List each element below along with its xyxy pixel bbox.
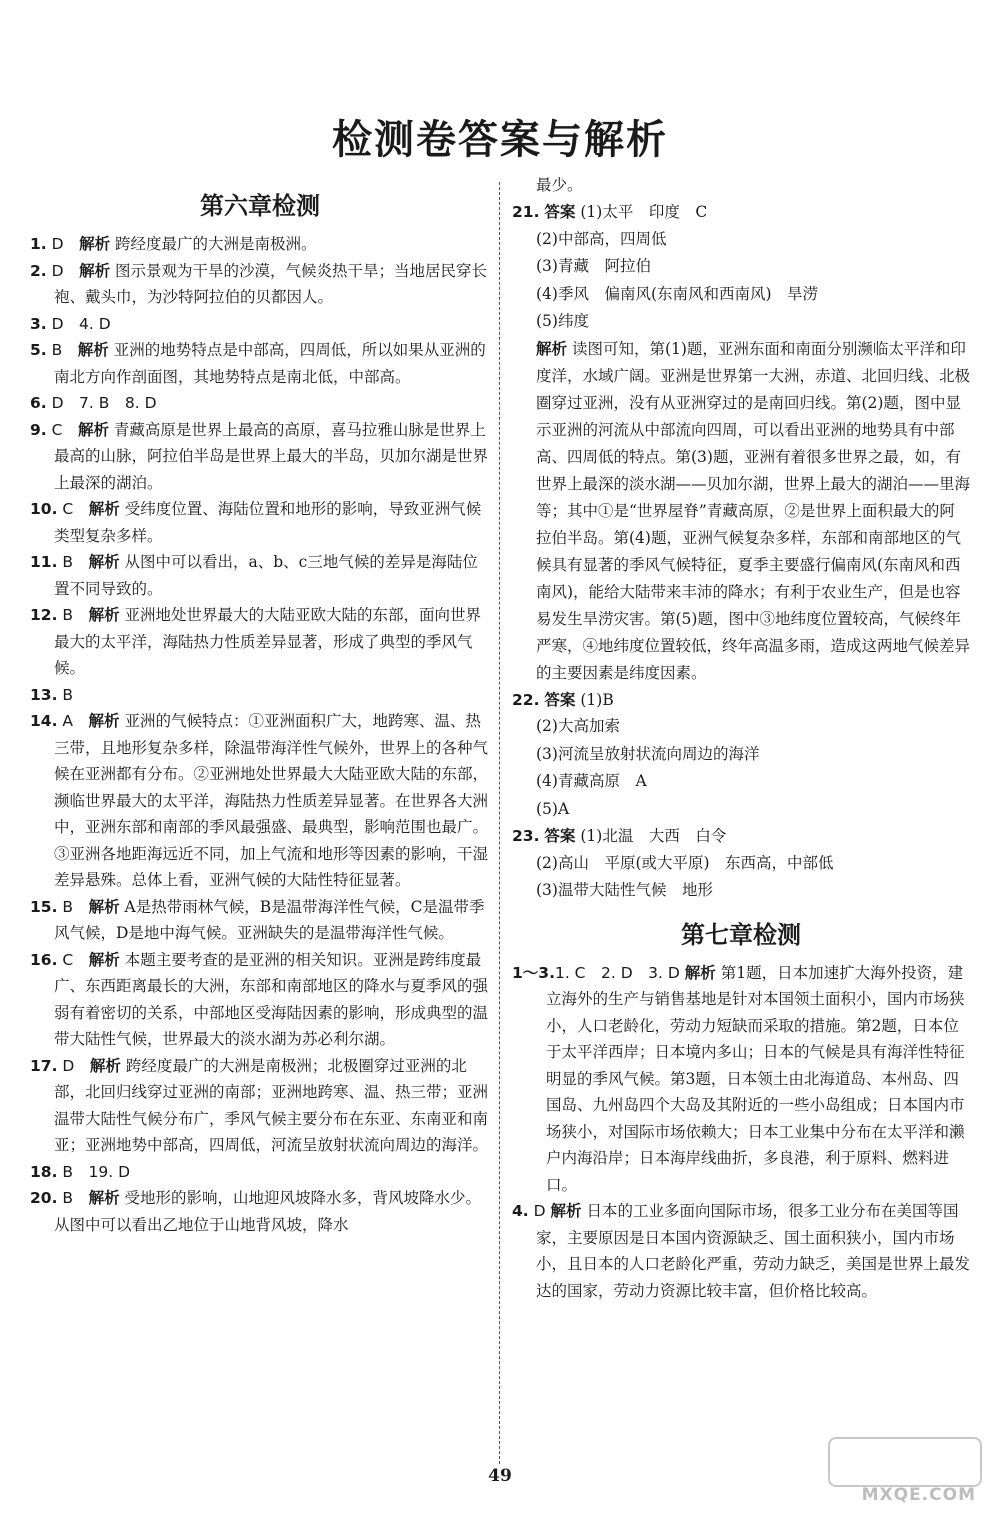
analysis-text: 跨经度最广的大洲是南极洲。 — [115, 235, 317, 253]
answer-value: B — [62, 1189, 74, 1207]
column-divider — [499, 182, 500, 1464]
question-number: 21. — [512, 203, 540, 221]
answer-item — [30, 258, 490, 311]
analysis-label: 解析 — [77, 420, 109, 439]
answer-line: (3)河流呈放射状流向周边的海洋 — [536, 744, 760, 763]
answer-value: B — [62, 685, 74, 704]
answer-item — [30, 549, 490, 602]
analysis-text: 跨经度最广的大洲是南极洲；北极圈穿过亚洲的北部，北回归线穿过亚洲的南部；亚洲地跨寒、温、热三带；亚洲温带大陆性气候分布广，季风气候主要分布在东亚、东南亚和南亚；亚洲地势中部高，四周低，河流呈放射状流向周边的海洋。 — [54, 1056, 489, 1154]
question-number: 2. — [30, 261, 47, 280]
answer-value: D — [51, 261, 64, 280]
analysis-label: 解析 — [88, 950, 120, 969]
analysis-label: 解析 — [88, 897, 120, 916]
question-number: 5. — [30, 341, 47, 359]
analysis-text: 本题主要考查的是亚洲的相关知识。亚洲是跨纬度最广、东西距离最长的大洲，东部和南部地区的降水与夏季风的强弱有着密切的关系，中部地区受海陆因素的影响，形成典型的温带大陆性气候，世界最大的淡水湖为苏必利尔湖。 — [54, 950, 489, 1048]
continuation-text: 最少。 — [536, 176, 583, 194]
analysis-label: 解析 — [88, 1189, 120, 1207]
answer-item — [30, 1185, 490, 1238]
question-number: 18. — [30, 1162, 58, 1181]
answer-line: (1)B — [580, 690, 614, 709]
watermark-text: MXQE.COM — [861, 1485, 976, 1505]
right-column — [512, 172, 970, 1304]
answer-line: (5)A — [536, 799, 570, 818]
question-number: 12. — [30, 606, 58, 624]
answer-item — [30, 947, 490, 1053]
left-column — [30, 182, 490, 1238]
analysis-label: 解析 — [536, 339, 568, 358]
answer-line: (3)青藏 阿拉伯 — [536, 257, 651, 275]
analysis-text: A是热带雨林气候，B是温带海洋性气候，C是温带季风气候，D是地中海气候。亚洲缺失的是温带海洋性气候。 — [54, 897, 485, 942]
analysis-label: 解析 — [79, 261, 111, 280]
answer-item — [30, 1053, 490, 1159]
question-number: 22. — [512, 690, 540, 709]
answer-value: B 19. D — [62, 1162, 131, 1181]
answer-1-3 — [512, 960, 970, 1199]
answer-value: D 4. D — [51, 314, 111, 333]
question-number: 16. — [30, 950, 58, 969]
question-number: 17. — [30, 1056, 58, 1075]
answer-line: (4)季风 偏南风(东南风和西南风) 旱涝 — [536, 284, 819, 303]
page-title: 检测卷答案与解析 — [332, 117, 668, 163]
analysis-label: 解析 — [88, 500, 120, 518]
answer-line: (2)高山 平原(或大平原) 东西高，中部低 — [536, 853, 834, 872]
left-answer-list — [30, 231, 490, 1238]
answer-label: 答案 — [544, 827, 576, 845]
answer-value: A — [62, 712, 74, 730]
question-number: 11. — [30, 553, 58, 571]
question-number: 13. — [30, 685, 58, 704]
question-number: 20. — [30, 1189, 58, 1207]
analysis-label: 解析 — [684, 963, 716, 982]
page-number: 49 — [488, 1466, 512, 1486]
answer-value: C — [62, 500, 74, 518]
answer-item — [30, 682, 490, 709]
question-number: 14. — [30, 712, 58, 730]
answer-value: D 7. B 8. D — [51, 394, 157, 412]
question-number: 3. — [30, 314, 47, 333]
analysis-label: 解析 — [88, 606, 120, 624]
answer-22 — [512, 687, 970, 824]
watermark-stamp-icon — [828, 1437, 982, 1487]
question-number: 4. — [512, 1202, 529, 1220]
answer-item — [30, 337, 490, 390]
answer-value: D — [62, 1056, 75, 1075]
chapter-6-heading: 第六章检测 — [200, 192, 320, 220]
answer-line: (1)北温 大西 白令 — [580, 827, 727, 845]
question-number: 1～3. — [512, 963, 555, 982]
watermark-logo — [832, 1437, 982, 1509]
answer-item — [30, 894, 490, 947]
answer-item — [30, 1159, 490, 1186]
answer-item — [30, 231, 490, 258]
answer-line: (1)太平 印度 C — [580, 203, 708, 221]
answer-21 — [512, 199, 970, 687]
answer-value: B — [62, 553, 74, 571]
analysis-text: 从图中可以看出，a、b、c三地气候的差异是海陆位置不同导致的。 — [54, 553, 478, 598]
analysis-text: 亚洲地处世界最大的大陆亚欧大陆的东部，面向世界最大的太平洋，海陆热力性质差异显著，形成了典型的季风气候。 — [54, 606, 482, 677]
answer-item — [30, 390, 490, 417]
answer-line: (2)中部高，四周低 — [536, 229, 667, 248]
analysis-text: 亚洲的气候特点：①亚洲面积广大，地跨寒、温、热三带，且地形复杂多样，除温带海洋性气候外，世界上的各种气候在亚洲都有分布。②亚洲地处世界最大大陆亚欧大陆的东部，濒临世界最大的太平洋，海陆热力性质差异显著。在世界各大洲中，亚洲东部和南部的季风最强盛、最典型，影响范围也最广。③亚洲各地距海远近不同，加上气流和地形等因素的影响，干湿差异悬殊。总体上看，亚洲气候的大陆性特征显著。 — [54, 712, 489, 889]
answer-4 — [512, 1198, 970, 1304]
answer-item — [30, 496, 490, 549]
analysis-text: 受地形的影响，山地迎风坡降水多，背风坡降水少。从图中可以看出乙地位于山地背风坡，降水 — [54, 1189, 482, 1234]
answer-item — [30, 602, 490, 682]
answer-label: 答案 — [544, 690, 576, 709]
answer-item — [30, 417, 490, 497]
analysis-text: 日本的工业多面向国际市场，很多工业分布在美国等国家，主要原因是日本国内资源缺乏、国土面积狭小，国内市场小，且日本的人口老龄化严重，劳动力缺乏，美国是世界上最发达的国家，劳动力资源比较丰富，但价格比较高。 — [536, 1202, 971, 1300]
analysis-21 — [512, 336, 970, 687]
answer-item — [30, 708, 490, 894]
answer-line: (4)青藏高原 A — [536, 772, 647, 790]
analysis-label: 解析 — [77, 341, 109, 359]
analysis-label: 解析 — [88, 553, 120, 571]
analysis-text: 受纬度位置、海陆位置和地形的影响，导致亚洲气候类型复杂多样。 — [54, 500, 482, 545]
answer-value: C — [62, 950, 74, 969]
answer-value: D — [533, 1202, 546, 1220]
question-number: 6. — [30, 394, 47, 412]
answer-value: B — [51, 341, 63, 359]
analysis-text: 亚洲的地势特点是中部高，四周低，所以如果从亚洲的南北方向作剖面图，其地势特点是南北低，中部高。 — [54, 341, 486, 386]
answer-line: (3)温带大陆性气候 地形 — [536, 881, 713, 899]
question-number: 10. — [30, 500, 58, 518]
answer-line: (2)大高加索 — [536, 717, 620, 735]
answer-value: 1. C 2. D 3. D — [554, 963, 680, 982]
analysis-text: 青藏高原是世界上最高的高原，喜马拉雅山脉是世界上最高的山脉，阿拉伯半岛是世界上最大的半岛，贝加尔湖是世界上最深的湖泊。 — [54, 420, 489, 492]
answer-label: 答案 — [544, 203, 576, 221]
analysis-label: 解析 — [550, 1202, 582, 1220]
question-number: 23. — [512, 827, 540, 845]
analysis-text: 读图可知，第(1)题，亚洲东面和南面分别濒临太平洋和印度洋，水域广阔。亚洲是世界第一大洲，赤道、北回归线、北极圈穿过亚洲，没有从亚洲穿过的是南回归线。第(2)题，图中显示亚洲的河流从中部流向四周，可以看出亚洲的地势具有中部高、四周低的特点。第(3)题，亚洲有着很多世界之最，如，有世界上最深的淡水湖——贝加尔湖，世界上最大的湖泊——里海等；其中①是“世界屋脊”青藏高原，②是世界上面积最大的阿拉伯半岛。第(4)题，亚洲气候复杂多样，东部和南部地区的气候具有显著的季风气候特征，夏季主要盛行偏南风(东南风和西南风)，能给大陆带来丰沛的降水；有利于农业生产，但是也容易发生旱涝灾害。第(5)题，图中③地纬度位置较高，气候终年严寒，④地纬度位置较低，终年高温多雨，造成这两地气候差异的主要因素是纬度因素。 — [536, 339, 971, 682]
answer-item — [30, 311, 490, 338]
question-number: 9. — [30, 420, 47, 439]
analysis-text: 图示景观为干旱的沙漠，气候炎热干旱；当地居民穿长袍、戴头巾，为沙特阿拉伯的贝都因人。 — [54, 261, 488, 306]
chapter-7-heading: 第七章检测 — [681, 920, 801, 949]
answer-23 — [512, 823, 970, 905]
answer-value: C — [51, 420, 63, 439]
question-number: 15. — [30, 897, 58, 916]
analysis-text: 第1题，日本加速扩大海外投资，建立海外的生产与销售基地是针对本国领土面积小，国内市场狭小，人口老龄化，劳动力短缺而采取的措施。第2题，日本位于太平洋西岸；日本境内多山；日本的气候是具有海洋性特征明显的季风气候。第3题，日本领土由北海道岛、本州岛、四国岛、九州岛四个大岛及其附近的一些小岛组成；日本国内市场狭小，对国际市场依赖大；日本工业集中分布在太平洋和濑户内海沿岸；日本海岸线曲折，多良港，利于原料、燃料进口。 — [546, 963, 965, 1194]
answer-value: D — [51, 235, 64, 253]
answer-line: (5)纬度 — [536, 312, 589, 330]
analysis-label: 解析 — [88, 712, 120, 730]
analysis-label: 解析 — [89, 1056, 121, 1075]
analysis-label: 解析 — [79, 235, 111, 253]
question-number: 1. — [30, 235, 47, 253]
answer-value: B — [62, 897, 74, 916]
answer-value: B — [62, 606, 74, 624]
